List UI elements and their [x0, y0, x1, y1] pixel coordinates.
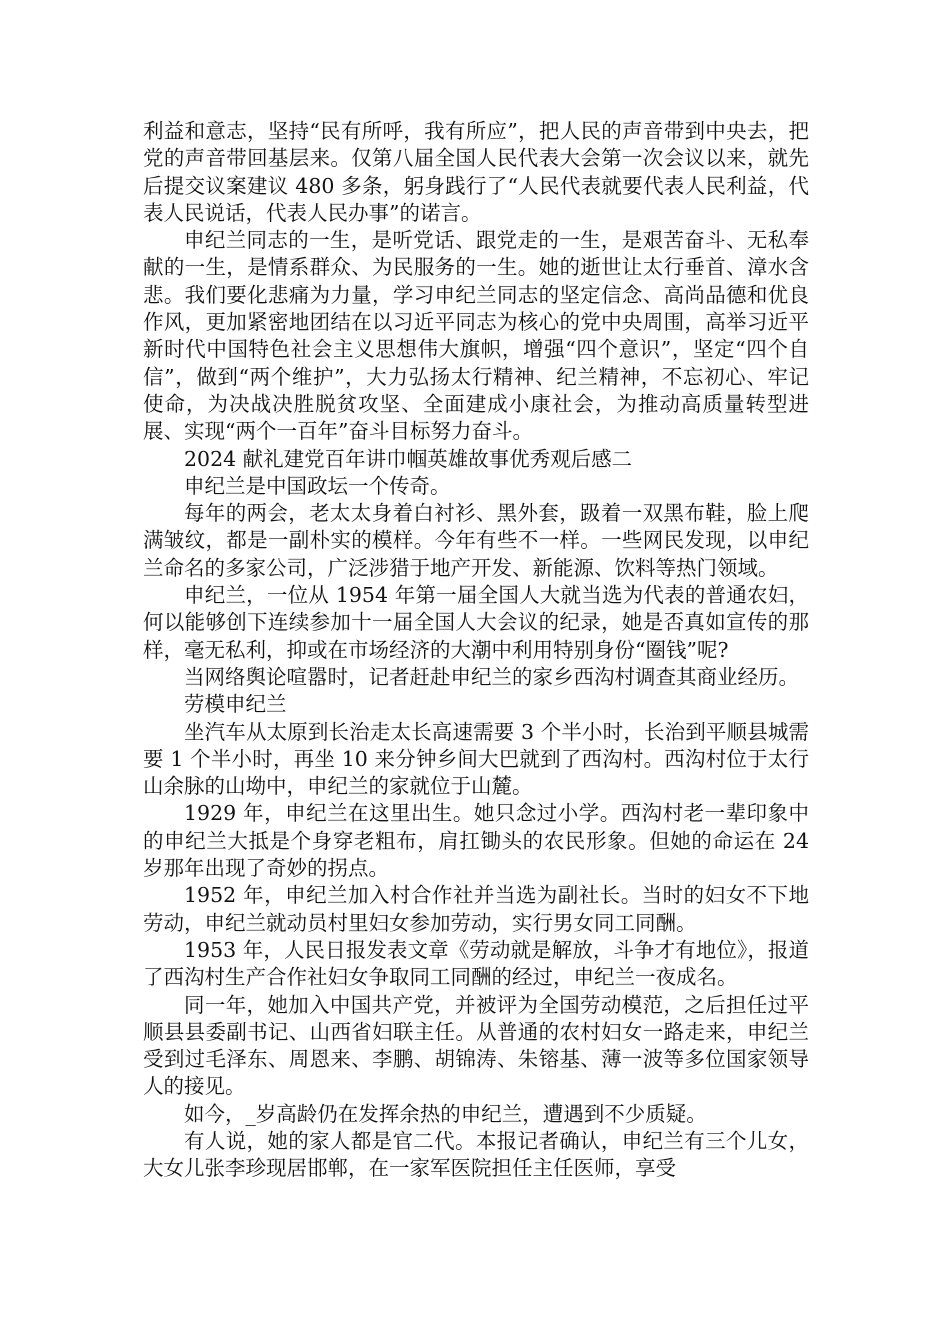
paragraph-1: 利益和意志，坚持“民有所呼，我有所应”，把人民的声音带到中央去，把党的声音带回基层来。仅第八届全国人民代表大会第一次会议以来，就先后提交议案建议 480 多条，躬身践行了“人民代表就要代表人民利益，代表人民说话，代表人民办事”的诺言。 [143, 119, 809, 225]
paragraph-10: 1953 年，人民日报发表文章《劳动就是解放，斗争才有地位》，报道了西沟村生产合作社妇女争取同工同酬的经过，申纪兰一夜成名。 [143, 937, 809, 990]
paragraph-4: 每年的两会，老太太身着白衬衫、黑外套，趿着一双黑布鞋，脸上爬满皱纹，都是一副朴实的模样。今年有些不一样。一些网民发现，以申纪兰命名的多家公司，广泛涉猎于地产开发、新能源、饮料等热门领域。 [143, 501, 809, 580]
section-title: 2024 献礼建党百年讲巾帼英雄故事优秀观后感二 [184, 446, 633, 471]
subheading-labor-model: 劳模申纪兰 [184, 692, 287, 717]
paragraph-8: 1929 年，申纪兰在这里出生。她只念过小学。西沟村老一辈印象中的申纪兰大抵是个身穿老粗布，肩扛锄头的农民形象。但她的命运在 24 岁那年出现了奇妙的拐点。 [143, 801, 809, 881]
paragraph-12: 如今，_岁高龄仍在发挥余热的申纪兰，遭遇到不少质疑。 [184, 1101, 707, 1126]
document-body [143, 118, 809, 1183]
paragraph-13: 有人说，她的家人都是官二代。本报记者确认，申纪兰有三个儿女，大女儿张李珍现居邯郸，在一家军医院担任主任医师，享受 [143, 1128, 809, 1181]
paragraph-7: 坐汽车从太原到长治走太长高速需要 3 个半小时，长治到平顺县城需要 1 个半小时，再坐 10 来分钟乡间大巴就到了西沟村。西沟村位于太行山余脉的山坳中，申纪兰的家就位于山麓。 [143, 719, 809, 799]
paragraph-6: 当网络舆论喧嚣时，记者赶赴申纪兰的家乡西沟村调查其商业经历。 [184, 664, 799, 689]
paragraph-11: 同一年，她加入中国共产党，并被评为全国劳动模范，之后担任过平顺县县委副书记、山西省妇联主任。从普通的农村妇女一路走来，申纪兰受到过毛泽东、周恩来、李鹏、胡锦涛、朱镕基、薄一波等多位国家领导人的接见。 [143, 992, 809, 1099]
paragraph-2: 申纪兰同志的一生，是听党话、跟党走的一生，是艰苦奋斗、无私奉献的一生，是情系群众、为民服务的一生。她的逝世让太行垂首、漳水含悲。我们要化悲痛为力量，学习申纪兰同志的坚定信念、高尚品德和优良作风，更加紧密地团结在以习近平同志为核心的党中央周围，高举习近平新时代中国特色社会主义思想伟大旗帜，增强“四个意识”，坚定“四个自信”，做到“两个维护”，大力弘扬太行精神、纪兰精神，不忘初心、牢记使命，为决战决胜脱贫攻坚、全面建成小康社会，为推动高质量转型进展、实现“两个一百年”奋斗目标努力奋斗。 [143, 228, 809, 444]
paragraph-3: 申纪兰是中国政坛一个传奇。 [184, 473, 451, 498]
paragraph-9: 1952 年，申纪兰加入村合作社并当选为副社长。当时的妇女不下地劳动，申纪兰就动员村里妇女参加劳动，实行男女同工同酬。 [143, 883, 809, 935]
paragraph-5: 申纪兰，一位从 1954 年第一届全国人大就当选为代表的普通农妇，何以能够创下连续参加十一届全国人大会议的纪录，她是否真如宣传的那样，毫无私利，抑或在市场经济的大潮中利用特别身份“圈钱”呢? [143, 583, 809, 662]
